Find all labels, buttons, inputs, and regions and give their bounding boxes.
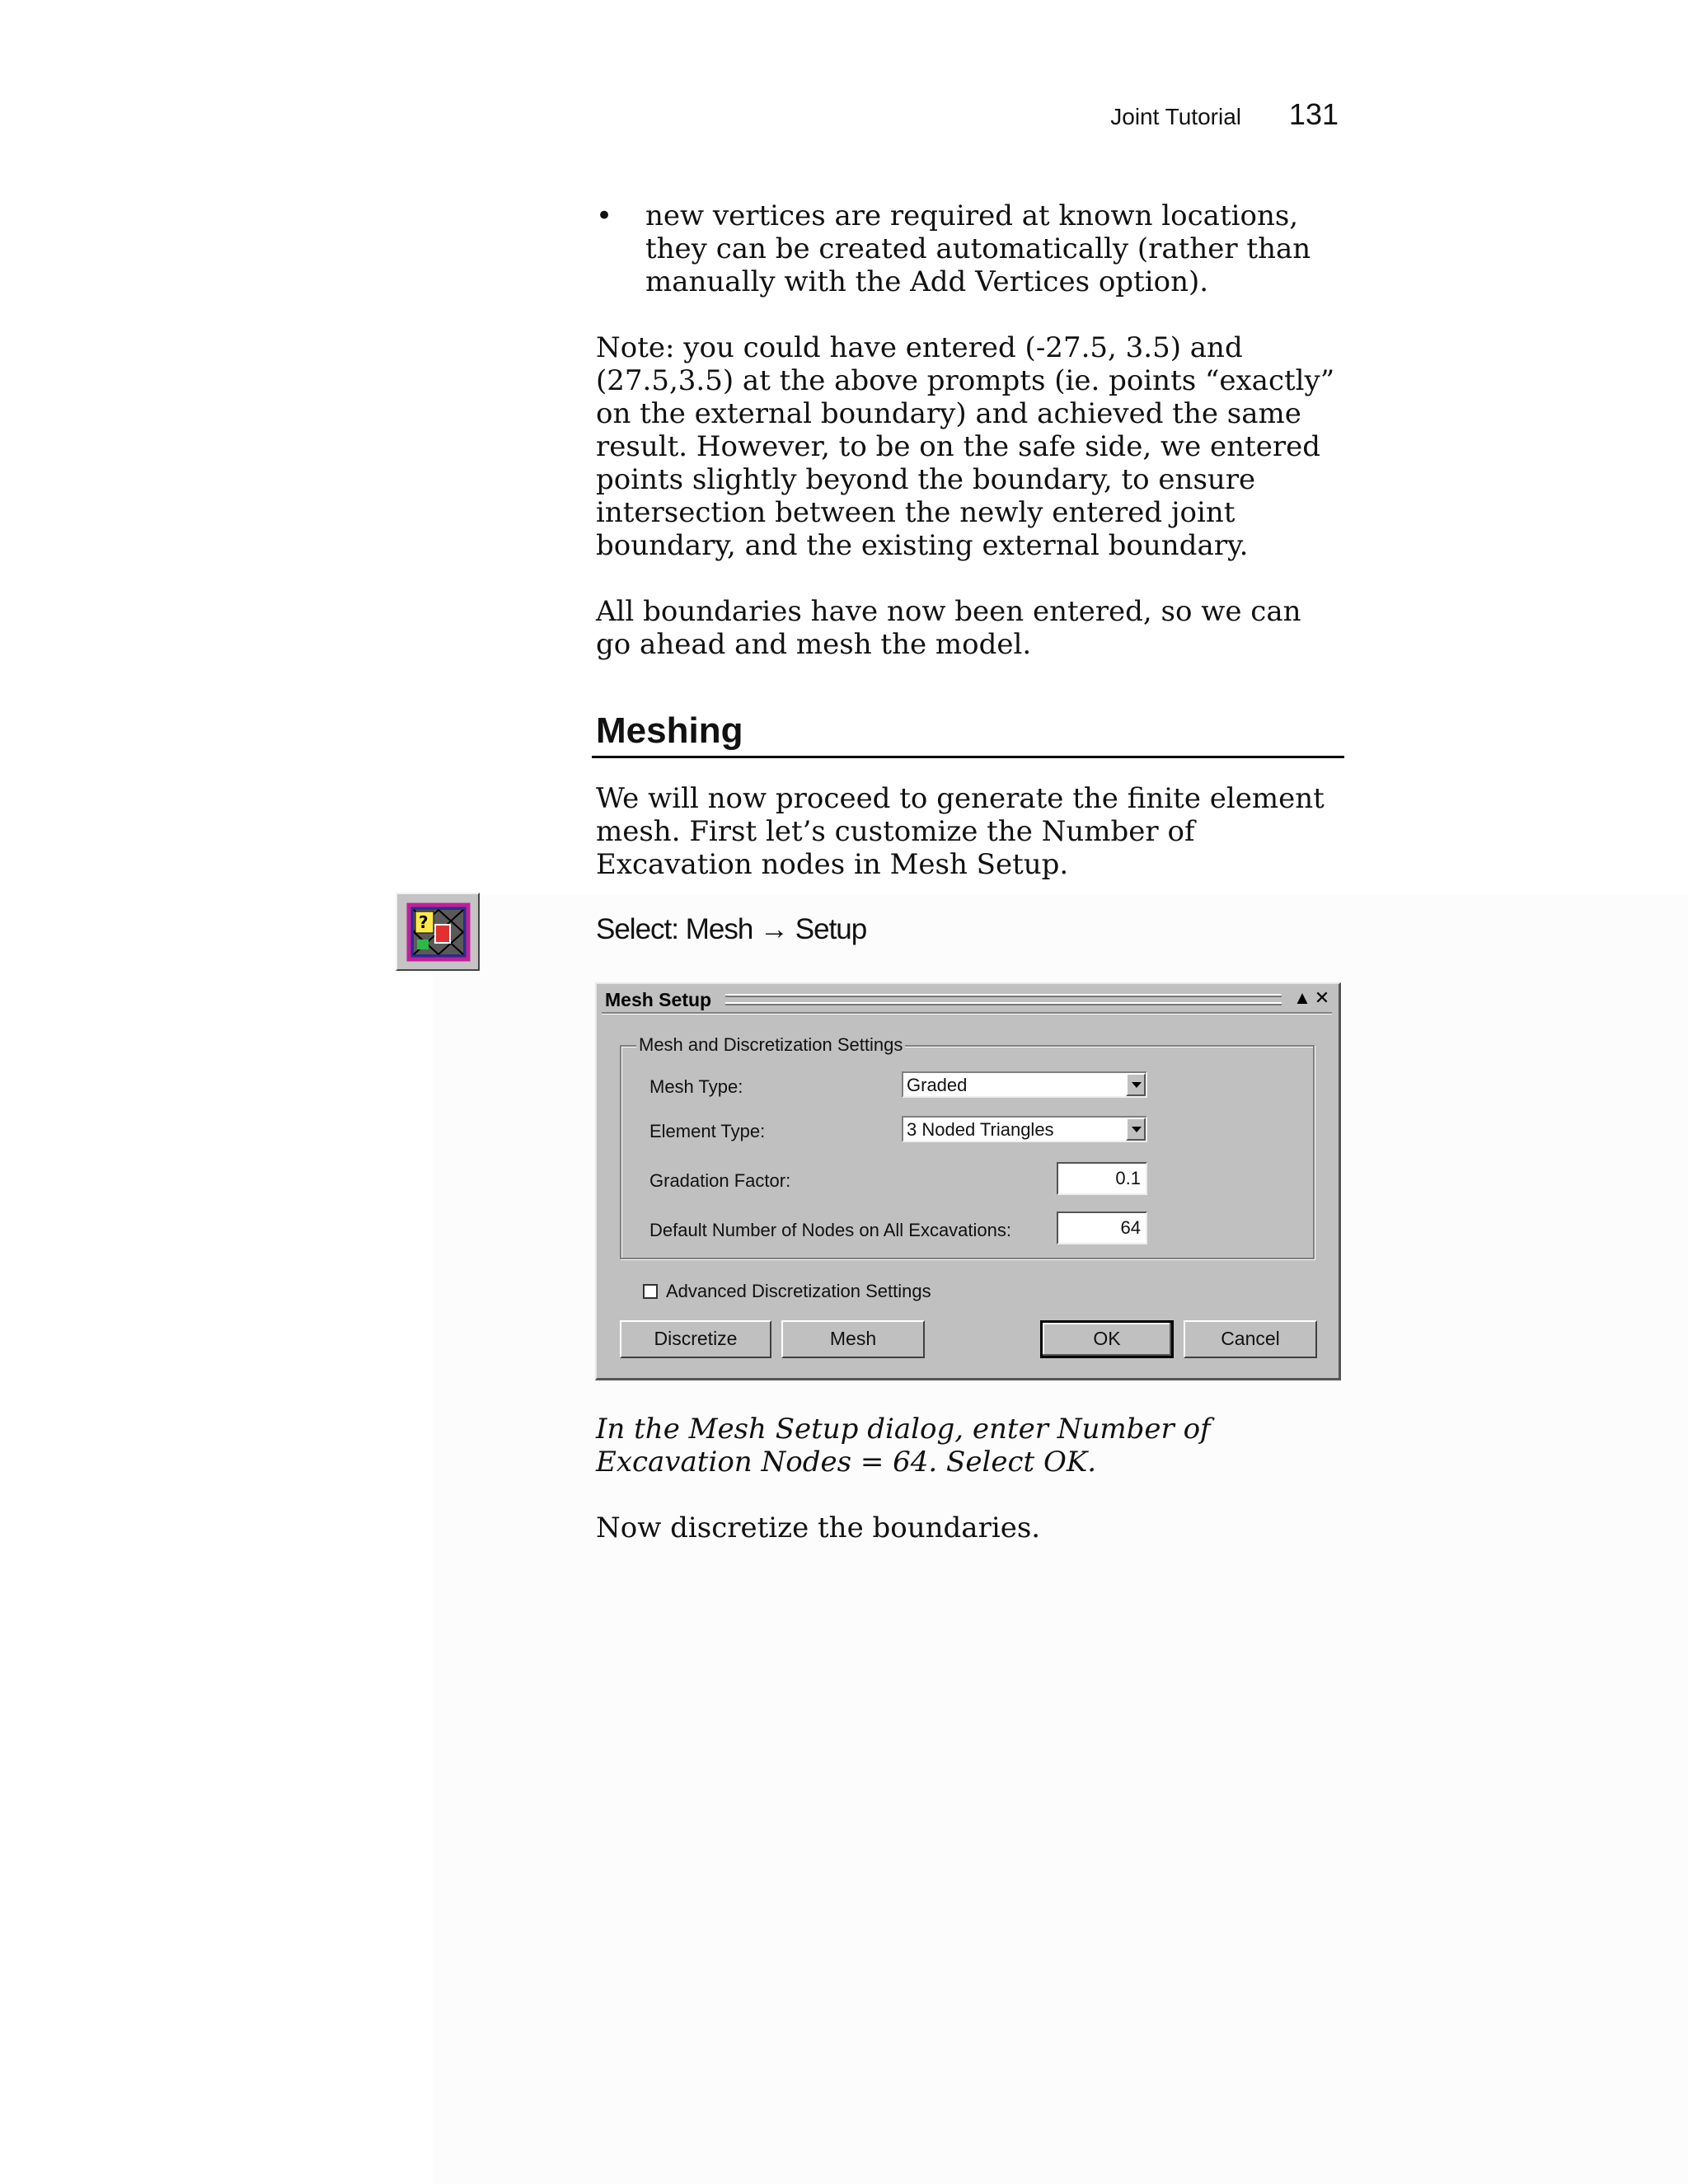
boundaries-paragraph: All boundaries have now been entered, so we can go ahead and mesh the model. bbox=[596, 595, 1301, 661]
note-paragraph: Note: you could have entered (-27.5, 3.5) and (27.5,3.5) at the above prompts (ie. points “exactly” on the external boundary) and achieved the same result. However, to be on the safe side, we entered points slightly beyond the boundary, to ensure intersection between the newly entered joint boundary, and the existing external boundary. bbox=[596, 331, 1335, 562]
section-heading: Meshing bbox=[596, 710, 743, 751]
element-type-value: 3 Noded Triangles bbox=[907, 1119, 1054, 1140]
svg-text:?: ? bbox=[419, 912, 429, 932]
gradation-factor-input[interactable] bbox=[1057, 1162, 1147, 1195]
gradation-factor-label: Gradation Factor: bbox=[649, 1170, 791, 1191]
discretize-button[interactable]: Discretize bbox=[620, 1320, 771, 1358]
mesh-setup-toolbar-button[interactable] bbox=[396, 893, 480, 971]
ok-button[interactable]: OK bbox=[1040, 1320, 1174, 1358]
advanced-settings-checkbox[interactable] bbox=[643, 1284, 658, 1299]
intro-paragraph: We will now proceed to generate the finite element mesh. First let’s customize the Number of Excavation nodes in Mesh Setup. bbox=[596, 782, 1325, 881]
excavation-nodes-input[interactable] bbox=[1057, 1212, 1147, 1244]
mesh-setup-dialog bbox=[595, 982, 1341, 1380]
nodes-label: Default Number of Nodes on All Excavations: bbox=[649, 1220, 1012, 1240]
bullet-icon: • bbox=[596, 199, 613, 232]
dialog-titlebar[interactable] bbox=[602, 987, 1334, 1010]
mesh-settings-group bbox=[620, 1034, 1315, 1259]
excavation-nodes-value: 64 bbox=[1120, 1217, 1141, 1238]
titlebar-grip bbox=[725, 994, 1282, 1005]
chevron-down-icon[interactable] bbox=[1126, 1118, 1146, 1141]
element-type-label: Element Type: bbox=[649, 1121, 766, 1141]
mesh-type-select[interactable] bbox=[902, 1071, 1147, 1098]
mesh-button[interactable]: Mesh bbox=[781, 1320, 925, 1358]
select-instruction: Select: Mesh → Setup bbox=[596, 913, 867, 945]
final-paragraph: Now discretize the boundaries. bbox=[596, 1511, 1041, 1544]
collapse-icon[interactable]: ▲ bbox=[1293, 987, 1311, 1008]
bullet-text: new vertices are required at known locations, they can be created automatically (rather than manually with the Add Vertices option). bbox=[645, 199, 1311, 298]
advanced-settings-label[interactable]: Advanced Discretization Settings bbox=[666, 1281, 931, 1301]
element-type-select[interactable] bbox=[902, 1116, 1147, 1142]
mesh-setup-icon bbox=[404, 900, 473, 964]
group-label: Mesh and Discretization Settings bbox=[636, 1034, 905, 1056]
dialog-caption: In the Mesh Setup dialog, enter Number of Excavation Nodes = 64. Select OK. bbox=[596, 1413, 1211, 1479]
chevron-down-icon[interactable] bbox=[1126, 1073, 1146, 1096]
page-number: 131 bbox=[1288, 97, 1339, 131]
mesh-type-label: Mesh Type: bbox=[649, 1076, 743, 1097]
running-header bbox=[0, 97, 1342, 138]
heading-rule bbox=[592, 756, 1344, 758]
dialog-title: Mesh Setup bbox=[605, 989, 718, 1011]
mesh-type-value: Graded bbox=[907, 1075, 968, 1095]
cancel-button[interactable]: Cancel bbox=[1184, 1320, 1317, 1358]
gradation-factor-value: 0.1 bbox=[1115, 1168, 1141, 1188]
titlebar-divider bbox=[602, 1012, 1332, 1015]
running-title: Joint Tutorial bbox=[1110, 104, 1241, 129]
close-icon[interactable]: ✕ bbox=[1314, 987, 1330, 1008]
